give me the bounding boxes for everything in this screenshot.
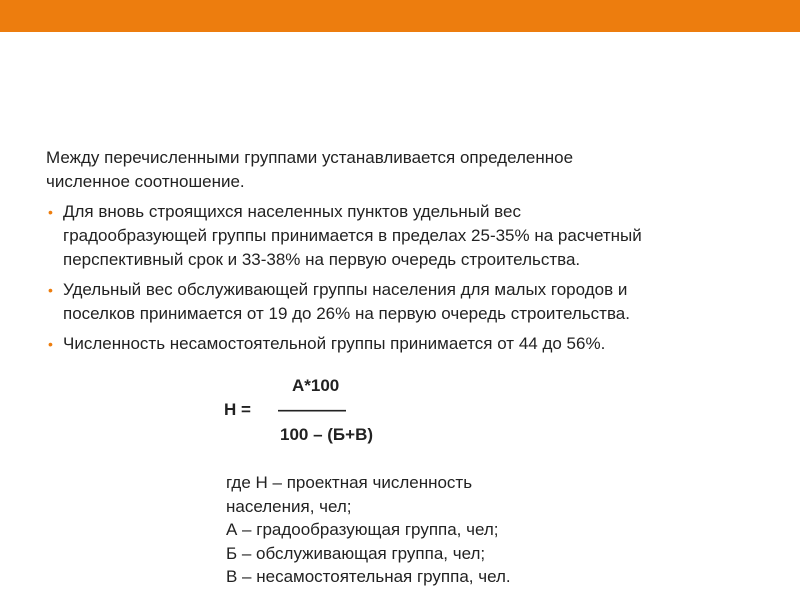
bullet-item-obsluzhivayushchaya	[46, 278, 766, 326]
intro-line: численное соотношение.	[46, 172, 245, 191]
intro-paragraph	[46, 146, 766, 194]
bullet-line: поселков принимается от 19 до 26% на первую очередь строительства.	[63, 304, 630, 323]
bullet-line: перспективный срок и 33-38% на первую очередь строительства.	[63, 250, 581, 269]
bullet-line: Численность несамостоятельной группы принимается от 44 до 56%.	[63, 334, 606, 353]
bullet-line: Удельный вес обслуживающей группы населения для малых городов и	[63, 280, 628, 299]
intro-line: Между перечисленными группами устанавливается определенное	[46, 148, 574, 167]
legend-line: населения, чел;	[226, 496, 352, 516]
top-accent-bar	[0, 0, 800, 32]
bullet-dot-icon: •	[48, 204, 53, 220]
bullet-item-nesamostoyatelnaya	[46, 332, 766, 356]
bullet-dot-icon: •	[48, 282, 53, 298]
legend-line: где Н – проектная численность	[226, 473, 473, 492]
bullet-list	[46, 200, 766, 356]
bullet-dot-icon: •	[48, 336, 53, 352]
bullet-item-gradoobrazuyushchaya	[46, 200, 766, 272]
formula-denominator: 100 – (Б+В)	[280, 425, 374, 444]
legend-line: Б – обслуживающая группа, чел;	[226, 543, 486, 563]
legend-line: В – несамостоятельная группа, чел.	[226, 567, 511, 586]
legend-line: А – градообразующая группа, чел;	[226, 520, 499, 539]
bullet-line: градообразующей группы принимается в пределах 25-35% на расчетный	[63, 226, 642, 245]
slide-body	[46, 146, 766, 362]
formula-lhs: Н =	[224, 400, 251, 419]
bullet-line: Для вновь строящихся населенных пунктов удельный вес	[63, 202, 521, 221]
formula-fraction-bar: ————	[278, 400, 346, 419]
formula-numerator: А*100	[292, 376, 340, 395]
formula-legend	[226, 471, 511, 589]
